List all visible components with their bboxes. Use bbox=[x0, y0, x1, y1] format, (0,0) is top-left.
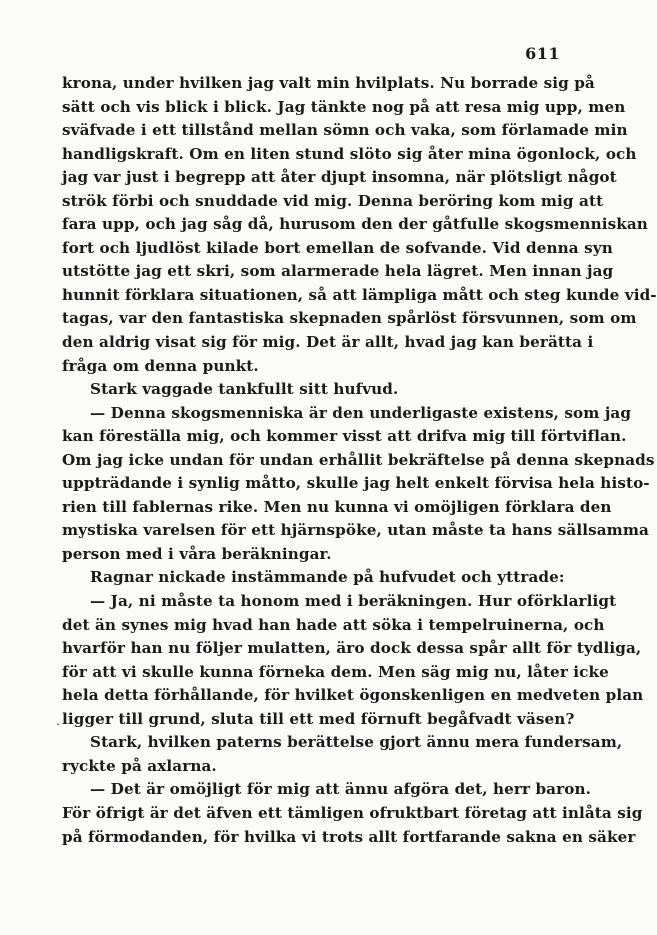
text-line: för att vi skulle kunna förneka dem. Men säg mig nu, låter icke bbox=[62, 662, 609, 681]
text-line: på förmodanden, för hvilka vi trots allt fortfarande sakna en säker bbox=[62, 827, 636, 846]
text-line: sväfvade i ett tillstånd mellan sömn och vaka, som förlamade min bbox=[62, 121, 628, 140]
text-line: kan föreställa mig, och kommer visst att drifva mig till förtviflan. bbox=[62, 427, 627, 446]
text-line: person med i våra beräkningar. bbox=[62, 544, 332, 563]
text-line: strök förbi och snuddade vid mig. Denna beröring kom mig att bbox=[62, 191, 604, 210]
page-number: 611 bbox=[525, 44, 560, 63]
text-line: Stark, hvilken paterns berättelse gjort ännu mera fundersam, bbox=[90, 733, 623, 752]
text-line: Ragnar nickade instämmande på hufvudet och yttrade: bbox=[90, 568, 565, 587]
margin-dot: . bbox=[56, 714, 60, 728]
text-line: krona, under hvilken jag valt min hvilplats. Nu borrade sig på bbox=[62, 74, 595, 92]
text-line: hvarför han nu följer mulatten, äro dock dessa spår allt för tydliga, bbox=[62, 639, 642, 658]
text-line: fråga om denna punkt. bbox=[62, 356, 259, 375]
body-text bbox=[62, 72, 657, 849]
text-line: det än synes mig hvad han hade att söka i tempelruinerna, och bbox=[62, 615, 605, 634]
text-line: ligger till grund, sluta till ett med förnuft begåfvadt väsen? bbox=[62, 709, 575, 728]
text-line: — Ja, ni måste ta honom med i beräkningen. Hur oförklarligt bbox=[90, 592, 617, 611]
text-line: fort och ljudlöst kilade bort emellan de sofvande. Vid denna syn bbox=[62, 238, 613, 257]
text-line: uppträdande i synlig måtto, skulle jag helt enkelt förvisa hela histo- bbox=[62, 474, 650, 493]
text-line: fara upp, och jag såg då, hurusom den der gåtfulle skogsmenniskan bbox=[62, 215, 648, 234]
text-line: jag var just i begrepp att åter djupt insomna, när plötsligt något bbox=[62, 168, 617, 187]
text-line: hunnit förklara situationen, så att lämpliga mått och steg kunde vid- bbox=[62, 285, 657, 304]
text-line: hela detta förhållande, för hvilket ögonskenligen en medveten plan bbox=[62, 686, 644, 705]
text-line: För öfrigt är det äfven ett tämligen ofruktbart företag att inlåta sig bbox=[62, 803, 643, 822]
text-line: handligskraft. Om en liten stund slöto sig åter mina ögonlock, och bbox=[62, 144, 637, 163]
text-line: ryckte på axlarna. bbox=[62, 756, 217, 775]
text-line: utstötte jag ett skri, som alarmerade hela lägret. Men innan jag bbox=[62, 262, 614, 281]
text-line: sätt och vis blick i blick. Jag tänkte nog på att resa mig upp, men bbox=[62, 97, 626, 116]
text-line: Stark vaggade tankfullt sitt hufvud. bbox=[90, 380, 399, 399]
text-line: mystiska varelsen för ett hjärnspöke, utan måste ta hans sällsamma bbox=[62, 521, 649, 540]
text-line: — Det är omöjligt för mig att ännu afgöra det, herr baron. bbox=[90, 780, 591, 799]
text-line: rien till fablernas rike. Men nu kunna vi omöjligen förklara den bbox=[62, 497, 612, 516]
text-line: — Denna skogsmenniska är den underligaste existens, som jag bbox=[90, 403, 632, 422]
text-line: tagas, var den fantastiska skepnaden spårlöst försvunnen, som om bbox=[62, 309, 637, 328]
text-line: Om jag icke undan för undan erhållit bekräftelse på denna skepnads bbox=[62, 450, 655, 469]
text-line: den aldrig visat sig för mig. Det är allt, hvad jag kan berätta i bbox=[62, 333, 594, 352]
